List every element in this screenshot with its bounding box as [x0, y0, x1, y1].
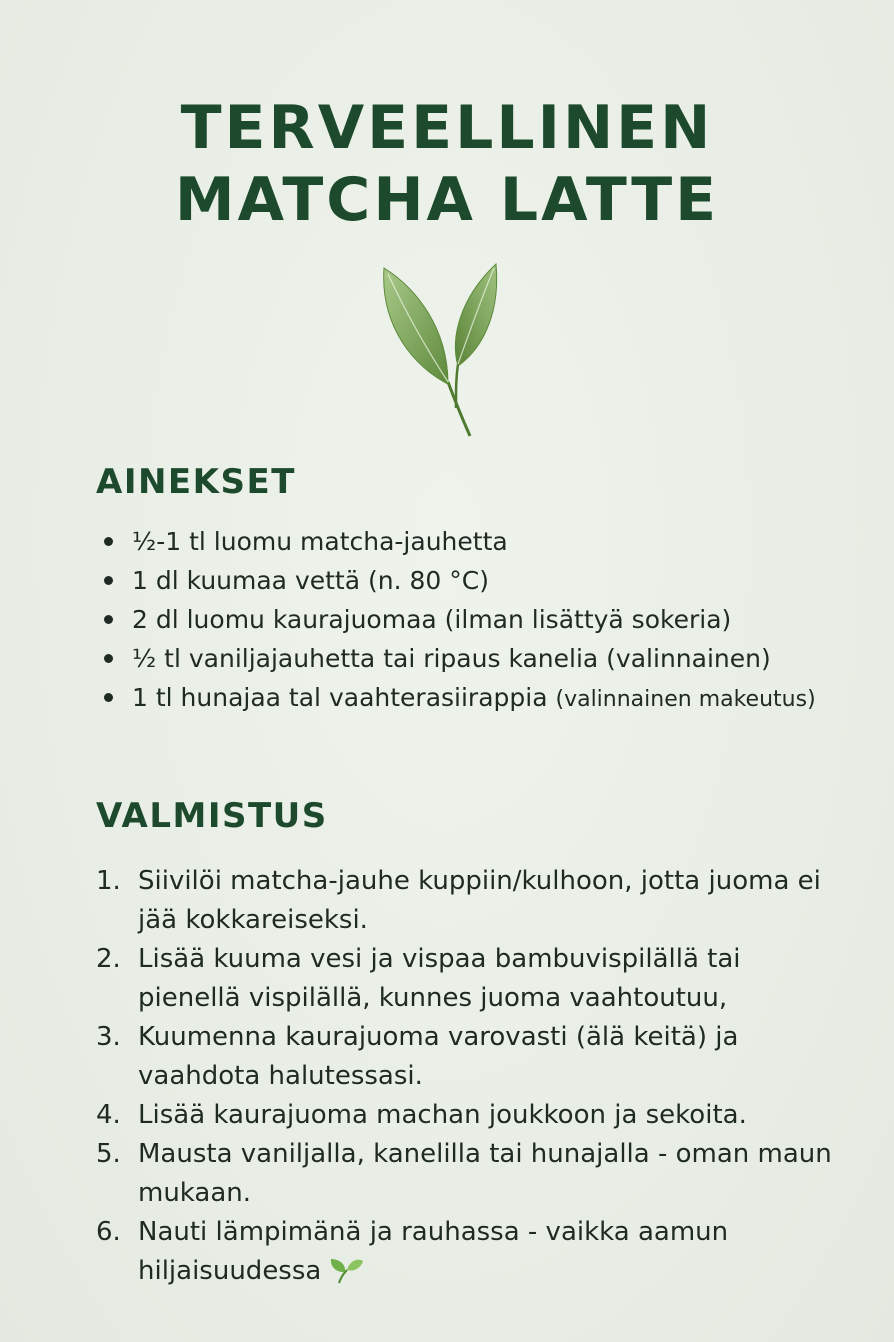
list-item: 1 dl kuumaa vettä (n. 80 °C) — [100, 561, 860, 600]
ingredients-list — [100, 522, 860, 719]
step-item: 1. Siivilöi matcha-jauhe kuppiin/kulhoon, jotta juoma ei jää kokkareiseksi. — [96, 866, 821, 935]
page-title — [0, 92, 894, 236]
step-item: 3. Kuumenna kaurajuoma varovasti (älä keitä) ja vaahdota halutessasi. — [96, 1022, 739, 1091]
bullet — [104, 537, 113, 546]
bullet — [104, 576, 113, 585]
list-item: 1 tl hunajaa tal vaahterasiirappia (valinnainen makeutus) — [100, 678, 860, 719]
title-line-2: MATCHA LATTE — [174, 165, 720, 235]
method-heading: VALMISTUS — [96, 796, 328, 836]
step-item: 4. Lisää kaurajuoma machan joukkoon ja sekoita. — [96, 1100, 747, 1130]
bullet — [104, 615, 113, 624]
tea-leaves-icon — [376, 258, 506, 438]
ingredients-heading: AINEKSET — [96, 462, 296, 502]
sprout-icon — [327, 1255, 365, 1285]
step-item: 2. Lisää kuuma vesi ja vispaa bambuvispilällä tai pienellä vispilällä, kunnes juoma vaahtoutuu, — [96, 944, 741, 1013]
list-item: ½-1 tl luomu matcha-jauhetta — [100, 522, 860, 561]
step-item: 6. Nauti lämpimänä ja rauhassa - vaikka aamun hiljaisuudessa — [96, 1217, 729, 1286]
title-line-1: TERVEELLINEN — [180, 93, 714, 163]
step-item: 5. Mausta vaniljalla, kanelilla tai hunajalla - oman maun mukaan. — [96, 1139, 832, 1208]
bullet — [104, 654, 113, 663]
bullet — [104, 693, 113, 702]
list-item: ½ tl vaniljajauhetta tai ripaus kanelia (valinnainen) — [100, 639, 860, 678]
steps-list — [96, 862, 836, 1291]
list-item: 2 dl luomu kaurajuomaa (ilman lisättyä sokeria) — [100, 600, 860, 639]
